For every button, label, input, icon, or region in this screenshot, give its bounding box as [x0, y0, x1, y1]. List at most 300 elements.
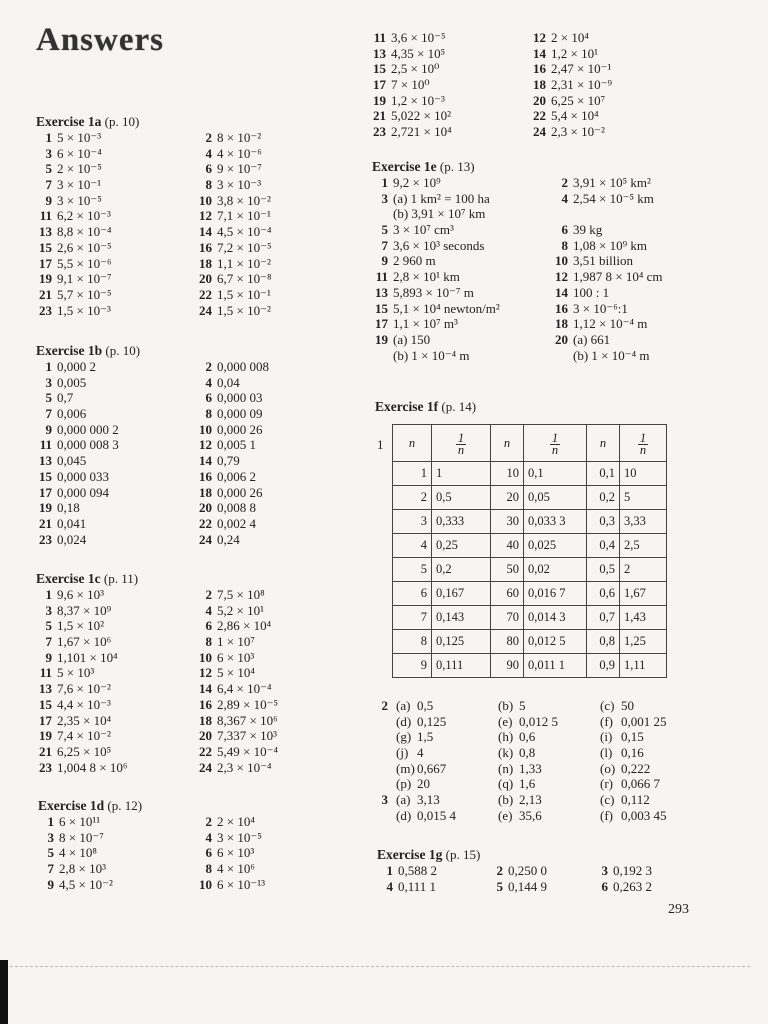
table-cell: 4 — [393, 534, 432, 558]
answer-value: 5,5 × 10⁻⁶ — [57, 255, 112, 271]
answer-value: 6,25 × 10⁵ — [57, 743, 112, 759]
answer-row — [36, 255, 271, 272]
answer-row — [38, 814, 255, 830]
answer-value: 3,51 billion — [573, 253, 633, 269]
answer-value: 100 : 1 — [573, 284, 610, 300]
answer-value: 1,5 × 10⁻² — [217, 302, 271, 318]
answer-letter: (f) — [600, 807, 613, 823]
answer-item — [372, 175, 441, 191]
answer-row — [36, 515, 256, 532]
answer-item — [600, 698, 634, 714]
answer-value: 1,08 × 10⁹ km — [573, 237, 647, 253]
exercise-title: Exercise 1d — [38, 798, 105, 813]
answer-value: 1,987 8 × 10⁴ cm — [573, 269, 663, 285]
answer-value: 0,000 26 — [217, 484, 263, 500]
answer-number: 11 — [373, 30, 386, 45]
answer-value: 5,893 × 10⁻⁷ m — [393, 284, 474, 300]
answer-row — [36, 484, 263, 501]
answer-value: 0,000 03 — [217, 390, 263, 406]
answer-item — [196, 618, 271, 634]
table-cell: 10 — [491, 462, 524, 486]
answer-number: 19 — [373, 92, 386, 108]
answer-row — [36, 602, 264, 619]
answer-row — [372, 206, 486, 222]
answer-item — [592, 863, 652, 879]
answer-item — [196, 532, 240, 548]
answer-number: 22 — [199, 286, 212, 302]
answer-number: 9 — [45, 192, 52, 208]
table-row — [393, 654, 667, 678]
answer-item — [196, 830, 262, 846]
table-cell: 1,25 — [620, 630, 667, 654]
answer-value: 2,3 × 10⁻² — [551, 124, 605, 140]
answer-item — [36, 437, 119, 453]
answer-item — [372, 238, 484, 254]
answer-value: 2,31 × 10⁻⁹ — [551, 77, 612, 93]
answer-number: 6 — [205, 161, 212, 177]
fraction — [456, 430, 466, 457]
table-cell: 0,111 — [432, 654, 491, 678]
answer-value: 0,012 5 — [519, 713, 558, 729]
table-cell: 0,4 — [587, 534, 620, 558]
answer-letter: (h) — [498, 729, 514, 745]
scan-edge — [0, 960, 8, 1024]
table-cell: 7 — [393, 606, 432, 630]
exercise-title: Exercise 1g — [377, 847, 443, 862]
answer-item — [372, 253, 436, 269]
answer-letter: (j) — [396, 745, 409, 761]
answer-row — [36, 161, 262, 177]
answer-value: 2 960 m — [393, 253, 436, 269]
answer-value: 4,4 × 10⁻³ — [57, 696, 111, 712]
answer-number: 23 — [39, 531, 52, 547]
answer-letter: (f) — [600, 713, 613, 729]
answer-row — [36, 406, 263, 422]
answer-item — [36, 618, 104, 634]
answer-item — [36, 532, 86, 548]
answer-value: 3,6 × 10⁻⁵ — [391, 30, 446, 45]
answer-value: 7 × 10⁰ — [391, 77, 430, 93]
answer-row — [36, 239, 272, 256]
answer-item — [36, 208, 111, 224]
answer-item — [38, 877, 113, 893]
answer-number: 20 — [555, 331, 568, 347]
answer-value: 9 × 10⁻⁷ — [217, 161, 262, 177]
table-cell: 0,25 — [432, 534, 491, 558]
answer-item — [196, 845, 254, 861]
answer-item — [600, 792, 650, 808]
answer-row — [36, 359, 269, 375]
table-cell: 1 — [432, 462, 491, 486]
answer-number: 7 — [381, 237, 388, 253]
answer-value: 0,8 — [519, 745, 536, 761]
answer-value: 0,263 2 — [613, 878, 652, 894]
exercise-1a — [36, 113, 272, 318]
table-header-label: n — [503, 435, 511, 450]
answer-row — [372, 331, 611, 348]
answer-row — [36, 286, 271, 303]
answer-letter: (b) — [498, 698, 514, 713]
answer-number: 1 — [45, 130, 52, 145]
answer-row — [372, 190, 654, 207]
answer-item — [196, 516, 256, 532]
answer-value: 7,1 × 10⁻¹ — [217, 208, 271, 224]
answer-number: 16 — [533, 61, 546, 77]
answer-item — [370, 46, 445, 62]
answer-item — [36, 303, 111, 319]
exercise-1b — [36, 342, 269, 547]
answer-number: 6 — [601, 878, 608, 894]
answer-value: 2 × 10⁻⁵ — [57, 161, 102, 177]
answer-value: 1,33 — [519, 760, 542, 776]
answer-value: 3,8 × 10⁻² — [217, 192, 271, 208]
table-cell: 0,143 — [432, 606, 491, 630]
answer-value: 4 × 10⁶ — [217, 861, 255, 877]
answer-row — [36, 390, 263, 406]
table-cell: 0,167 — [432, 582, 491, 606]
answer-number: 10 — [555, 253, 568, 269]
table-header-label: n — [599, 435, 607, 450]
answer-row — [36, 374, 240, 391]
answer-value: 6,7 × 10⁻⁸ — [217, 271, 272, 287]
table-cell: 1 — [393, 462, 432, 486]
answer-value: 0,000 26 — [217, 421, 263, 437]
answer-value: 2,8 × 10¹ km — [393, 269, 460, 285]
answer-number: 4 — [386, 878, 393, 894]
table-cell: 3 — [393, 510, 432, 534]
answer-value: (b) 1 × 10⁻⁴ m — [573, 347, 650, 363]
answer-number: 8 — [205, 634, 212, 650]
answer-row — [36, 130, 262, 146]
table-cell: 0,5 — [432, 486, 491, 510]
table-cell: 0,011 1 — [524, 654, 587, 678]
table-row — [393, 630, 667, 654]
answer-item — [36, 406, 86, 422]
answer-number: 23 — [39, 759, 52, 775]
answer-value: 5,4 × 10⁴ — [551, 108, 599, 124]
table-cell: 10 — [620, 462, 667, 486]
exercise-heading — [36, 342, 140, 359]
table-row — [393, 558, 667, 582]
answer-value: 9,2 × 10⁹ — [393, 175, 441, 190]
answer-number: 3 — [45, 602, 52, 618]
answer-number: 2 — [205, 130, 212, 145]
answer-value: 6 × 10³ — [217, 845, 255, 861]
answer-number: 2 — [205, 587, 212, 602]
answer-row — [36, 271, 272, 287]
table-header-cell — [393, 425, 432, 462]
table-cell: 2 — [393, 486, 432, 510]
answer-number: 12 — [199, 208, 212, 224]
answer-item — [36, 453, 86, 469]
answer-value: 4,5 × 10⁻⁴ — [217, 224, 272, 240]
answer-item — [372, 222, 454, 238]
answer-number: 21 — [39, 515, 52, 531]
answer-row — [36, 649, 255, 666]
table-cell: 50 — [491, 558, 524, 582]
answer-item — [36, 287, 111, 303]
answer-row — [36, 759, 272, 776]
answer-item — [36, 744, 111, 760]
answer-number: 24 — [199, 759, 212, 775]
answer-value: 0,588 2 — [398, 863, 437, 878]
answer-value: 1,67 × 10⁶ — [57, 634, 112, 650]
answer-item — [196, 728, 277, 744]
answer-item — [196, 861, 255, 877]
table-cell: 0,033 3 — [524, 510, 587, 534]
answer-number: 7 — [47, 861, 54, 877]
answer-value: 0,192 3 — [613, 863, 652, 878]
answer-number: 16 — [555, 300, 568, 316]
answer-value: 6 × 10⁻⁴ — [57, 145, 102, 161]
answer-value: 0,6 — [519, 729, 536, 745]
answer-number: 9 — [381, 253, 388, 269]
answer-number: 13 — [39, 224, 52, 240]
answer-number: 19 — [39, 500, 52, 516]
answer-number: 20 — [199, 728, 212, 744]
answer-value: 0,066 7 — [621, 776, 660, 792]
answer-item — [196, 422, 263, 438]
answer-value: 7,337 × 10³ — [217, 728, 277, 744]
answer-number: 18 — [199, 712, 212, 728]
answer-item — [530, 93, 605, 109]
answer-item — [196, 760, 271, 776]
answer-item — [196, 681, 271, 697]
table-cell: 0,6 — [587, 582, 620, 606]
answer-value: 0,112 — [621, 792, 650, 808]
answer-row — [38, 829, 262, 846]
answer-number: 7 — [45, 634, 52, 650]
answer-row — [372, 222, 603, 238]
answer-number: 17 — [373, 77, 386, 93]
answer-number: 1 — [45, 359, 52, 374]
answer-value: 0,006 2 — [217, 468, 256, 484]
answer-value: (a) 661 — [573, 331, 611, 347]
answer-item — [36, 271, 111, 287]
answer-value: 8 × 10⁻⁷ — [59, 829, 104, 845]
table-cell: 20 — [491, 486, 524, 510]
answer-item — [36, 728, 111, 744]
exercise-page-ref: (p. 13) — [439, 159, 475, 174]
answer-value: (a) 1 km² = 100 ha — [393, 190, 490, 206]
fraction-numerator: 1 — [639, 430, 647, 445]
answer-number: 13 — [375, 284, 388, 300]
exercise-page-ref: (p. 12) — [107, 798, 143, 813]
exercise-page-ref: (p. 11) — [103, 571, 139, 586]
answer-row — [36, 696, 278, 713]
answer-number: 3 — [45, 374, 52, 390]
page-number: 293 — [668, 902, 689, 917]
answer-value: 0,001 25 — [621, 713, 667, 729]
answer-letter: (p) — [396, 776, 412, 792]
answer-number: 14 — [199, 681, 212, 697]
answer-row — [372, 316, 648, 332]
answer-item — [196, 469, 256, 485]
answer-item — [498, 745, 535, 761]
table-cell: 0,3 — [587, 510, 620, 534]
answer-item — [196, 390, 263, 406]
answer-item — [498, 776, 535, 792]
answer-letter: (b) — [498, 792, 514, 808]
table-cell: 0,05 — [524, 486, 587, 510]
answer-item — [36, 650, 118, 666]
answer-value: 1,5 × 10² — [57, 618, 104, 634]
table-cell: 0,7 — [587, 606, 620, 630]
answer-item — [196, 375, 240, 391]
answer-item — [600, 729, 644, 745]
answer-value: 1 × 10⁷ — [217, 634, 255, 650]
answer-item — [600, 808, 667, 824]
answer-value: 8,8 × 10⁻⁴ — [57, 224, 112, 240]
answer-item — [36, 359, 96, 375]
answer-number: 10 — [199, 421, 212, 437]
answer-number: 19 — [39, 271, 52, 287]
answer-number: 9 — [47, 876, 54, 892]
answer-value: 0,000 094 — [57, 484, 109, 500]
answer-value: 5,1 × 10⁴ newton/m² — [393, 300, 500, 316]
exercise-title: Exercise 1f — [375, 399, 439, 414]
answer-item — [498, 792, 542, 808]
answer-number: 12 — [555, 269, 568, 285]
answer-item — [196, 256, 271, 272]
answer-item — [370, 77, 430, 93]
answer-value: 5 × 10⁴ — [217, 665, 255, 681]
answer-value: (a) 150 — [393, 331, 431, 347]
answer-letter: (q) — [498, 776, 514, 792]
answer-row — [36, 618, 272, 634]
answer-item — [36, 161, 102, 177]
answer-item — [36, 193, 102, 209]
answer-item — [370, 61, 439, 77]
answer-row — [36, 421, 263, 438]
answer-number: 5 — [45, 390, 52, 406]
answer-row — [38, 876, 265, 893]
table-cell: 0,1 — [524, 462, 587, 486]
exercise-title: Exercise 1c — [36, 571, 101, 586]
answer-row — [36, 453, 240, 469]
answer-item — [396, 776, 430, 792]
answer-item — [196, 485, 263, 501]
answer-value: 0,000 008 3 — [57, 437, 119, 453]
answer-value: 0,000 033 — [57, 468, 109, 484]
answer-value: 2,89 × 10⁻⁵ — [217, 696, 278, 712]
answer-item — [592, 879, 652, 895]
answer-item — [36, 603, 111, 619]
answer-item — [552, 206, 573, 222]
table-cell: 6 — [393, 582, 432, 606]
answer-item — [196, 744, 278, 760]
answer-item — [196, 453, 240, 469]
answer-number: 19 — [375, 331, 388, 347]
answer-item — [196, 500, 256, 516]
answer-item — [498, 714, 558, 730]
answer-item — [396, 714, 446, 730]
answer-number: 13 — [39, 681, 52, 697]
table-cell: 3,33 — [620, 510, 667, 534]
answer-item — [36, 469, 109, 485]
answer-number: 21 — [373, 108, 386, 124]
exercise-1c — [36, 570, 278, 775]
answer-number: 18 — [199, 484, 212, 500]
answer-item — [372, 269, 460, 285]
answer-value: 0,015 4 — [417, 807, 456, 823]
answer-number: 24 — [199, 302, 212, 318]
answer-value: 3 × 10⁻³ — [217, 177, 262, 193]
answer-value: 0,000 000 2 — [57, 421, 119, 437]
answer-value: 2,8 × 10³ — [59, 861, 106, 877]
fraction-denominator: n — [551, 442, 559, 457]
answer-item — [396, 808, 456, 824]
table-row — [393, 534, 667, 558]
table-cell: 1,43 — [620, 606, 667, 630]
answer-value: 0,79 — [217, 453, 240, 469]
answer-value: 7,5 × 10⁸ — [217, 587, 265, 602]
table-cell: 9 — [393, 654, 432, 678]
answer-value: 0,008 8 — [217, 500, 256, 516]
answer-row — [372, 237, 647, 254]
answer-number: 2 — [205, 814, 212, 829]
answer-value: 8,37 × 10⁹ — [57, 602, 112, 618]
answer-row — [36, 468, 256, 485]
answer-number: 1 — [381, 175, 388, 190]
answer-value: 7,2 × 10⁻⁵ — [217, 239, 272, 255]
answer-item — [530, 124, 605, 140]
answer-item — [370, 108, 451, 124]
answer-item — [196, 161, 262, 177]
answer-row — [36, 665, 255, 681]
table-header-cell — [491, 425, 524, 462]
answer-row — [372, 347, 650, 364]
answer-row — [377, 878, 652, 895]
answer-item — [600, 761, 650, 777]
answer-item — [372, 206, 485, 222]
answer-item — [38, 845, 97, 861]
answer-row — [38, 861, 255, 877]
answer-value: 6 × 10⁻¹³ — [217, 876, 265, 892]
answer-value: 3,91 × 10⁵ km² — [573, 175, 651, 190]
answer-value: 1,2 × 10⁻³ — [391, 92, 445, 108]
answer-number: 11 — [375, 269, 388, 285]
answer-item — [196, 271, 271, 287]
answer-letter: (n) — [498, 760, 514, 776]
answer-value: 35,6 — [519, 807, 542, 823]
answer-letter: (g) — [396, 729, 412, 745]
table-cell: 5 — [393, 558, 432, 582]
answer-value: 2 × 10⁴ — [551, 30, 589, 45]
answer-value: 0,16 — [621, 745, 644, 761]
answer-number: 4 — [205, 374, 212, 390]
answer-value: 0,003 45 — [621, 807, 667, 823]
answer-number: 5 — [496, 878, 503, 894]
fraction — [550, 430, 560, 457]
answer-item — [396, 745, 424, 761]
answer-row — [372, 300, 628, 317]
answer-value: 0,125 — [417, 713, 447, 729]
answer-number: 4 — [205, 602, 212, 618]
answer-number: 17 — [39, 712, 52, 728]
table-cell: 0,02 — [524, 558, 587, 582]
footer-rule — [10, 966, 750, 967]
answer-row — [36, 177, 262, 193]
answer-value: 2,3 × 10⁻⁴ — [217, 759, 272, 775]
answer-item — [36, 485, 109, 501]
answer-number: 4 — [205, 145, 212, 161]
answer-number: 1 — [386, 863, 393, 878]
answer-item — [38, 814, 100, 830]
answer-item — [36, 681, 111, 697]
table-row — [393, 582, 667, 606]
answer-value: 9,1 × 10⁻⁷ — [57, 271, 112, 287]
